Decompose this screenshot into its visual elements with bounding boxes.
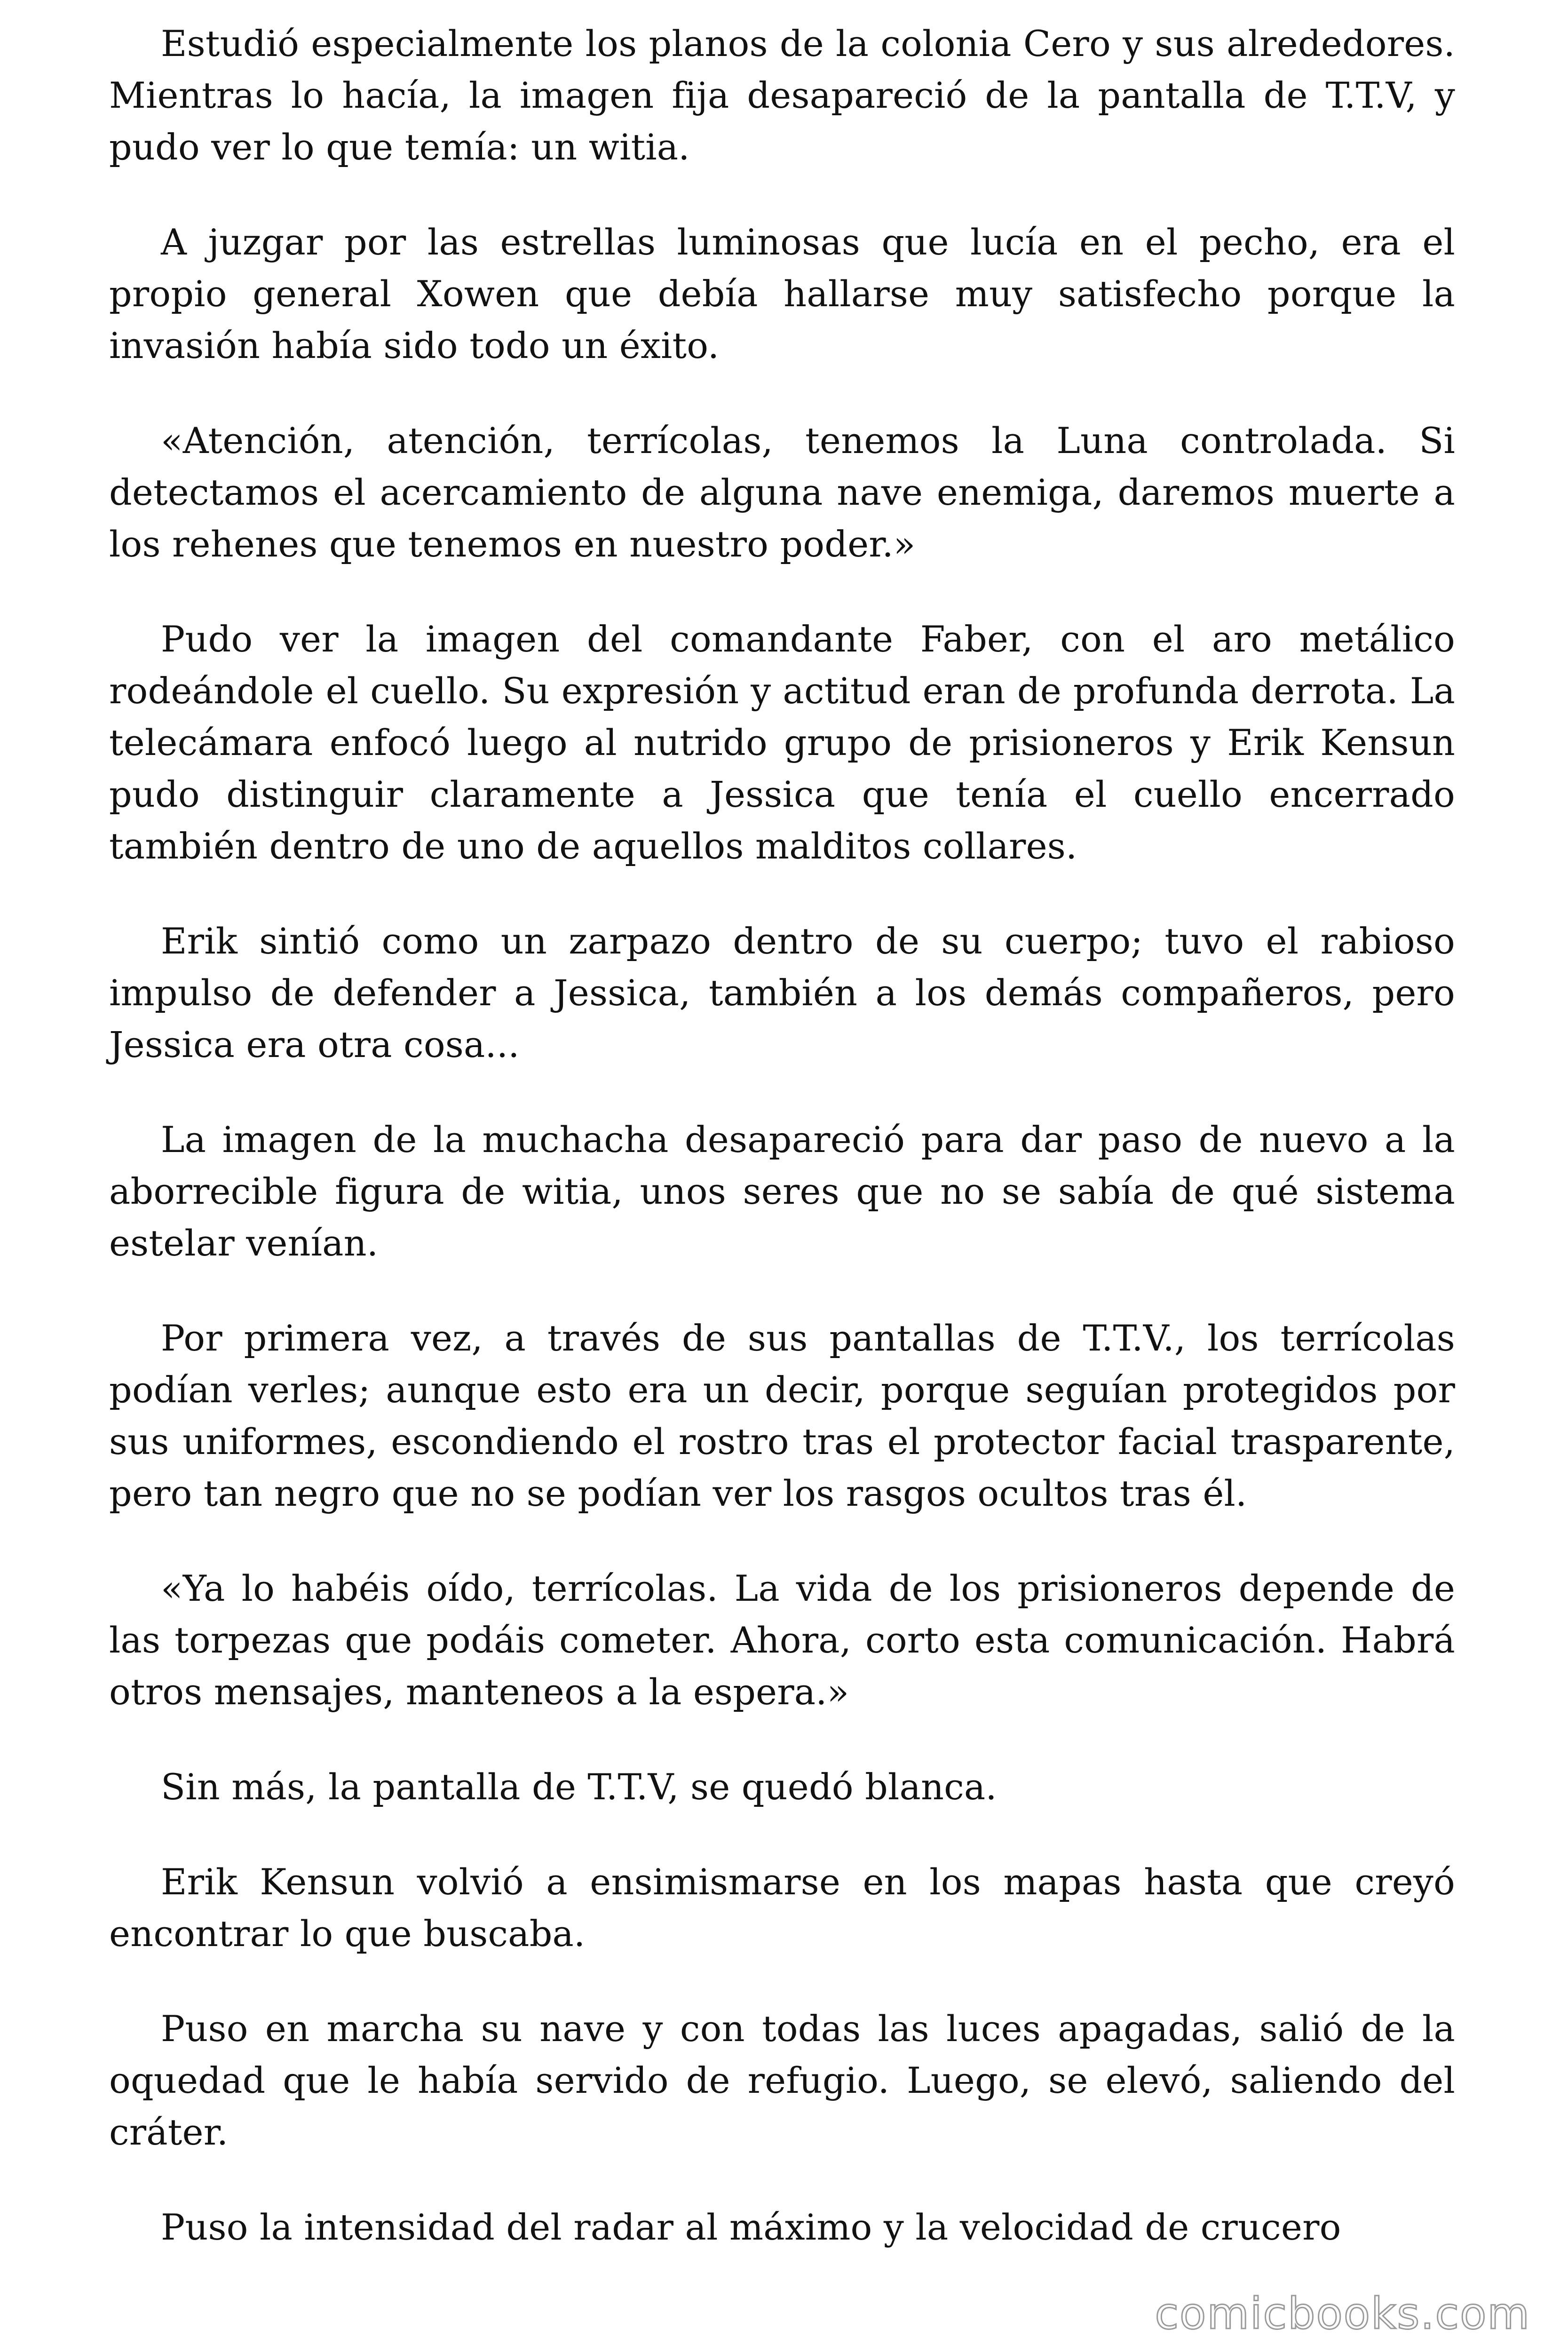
document-page	[109, 18, 1455, 2253]
paragraph-9: Sin más, la pantalla de T.T.V, se quedó blanca.	[161, 1766, 997, 1808]
paragraph-11: Puso en marcha su nave y con todas las luces apagadas, salió de la oquedad que le había servido de refugio. Luego, se elevó, saliendo del cráter.	[109, 2008, 1455, 2153]
paragraph-3: «Atención, atención, terrícolas, tenemos la Luna controlada. Si detectamos el acercamiento de alguna nave enemiga, daremos muerte a los rehenes que tenemos en nuestro poder.»	[109, 420, 1455, 565]
paragraph-6: La imagen de la muchacha desapareció para dar paso de nuevo a la aborrecible figura de witia, unos seres que no se sabía de qué sistema estelar venían.	[109, 1119, 1455, 1264]
paragraph-5: Erik sintió como un zarpazo dentro de su cuerpo; tuvo el rabioso impulso de defender a Jessica, también a los demás compañeros, pero Jessica era otra cosa...	[109, 920, 1455, 1065]
paragraph-2: A juzgar por las estrellas luminosas que lucía en el pecho, era el propio general Xowen que debía hallarse muy satisfecho porque la invasión había sido todo un éxito.	[109, 221, 1455, 366]
paragraph-7: Por primera vez, a través de sus pantallas de T.T.V., los terrícolas podían verles; aunque esto era un decir, porque seguían protegidos por sus uniformes, escondiendo el rostro tras el protector facial trasparente, pero tan negro que no se podían ver los rasgos ocultos tras él.	[109, 1317, 1455, 1514]
paragraph-8: «Ya lo habéis oído, terrícolas. La vida de los prisioneros depende de las torpezas que podáis cometer. Ahora, corto esta comunicación. Habrá otros mensajes, manteneos a la espera.»	[109, 1567, 1455, 1713]
paragraph-1: Estudió especialmente los planos de la colonia Cero y sus alrededores. Mientras lo hacía, la imagen fija desapareció de la pantalla de T.T.V, y pudo ver lo que temía: un witia.	[109, 23, 1455, 168]
watermark-logo: comicbooks.com	[1155, 2288, 1530, 2339]
paragraph-4: Pudo ver la imagen del comandante Faber, con el aro metálico rodeándole el cuello. Su expresión y actitud eran de profunda derrota. La telecámara enfocó luego al nutrido grupo de prisioneros y Erik Kensun pudo distinguir claramente a Jessica que tenía el cuello encerrado también dentro de uno de aquellos malditos collares.	[109, 618, 1455, 867]
paragraph-10: Erik Kensun volvió a ensimismarse en los mapas hasta que creyó encontrar lo que buscaba.	[109, 1861, 1455, 1955]
paragraph-12: Puso la intensidad del radar al máximo y la velocidad de crucero	[161, 2206, 1341, 2248]
